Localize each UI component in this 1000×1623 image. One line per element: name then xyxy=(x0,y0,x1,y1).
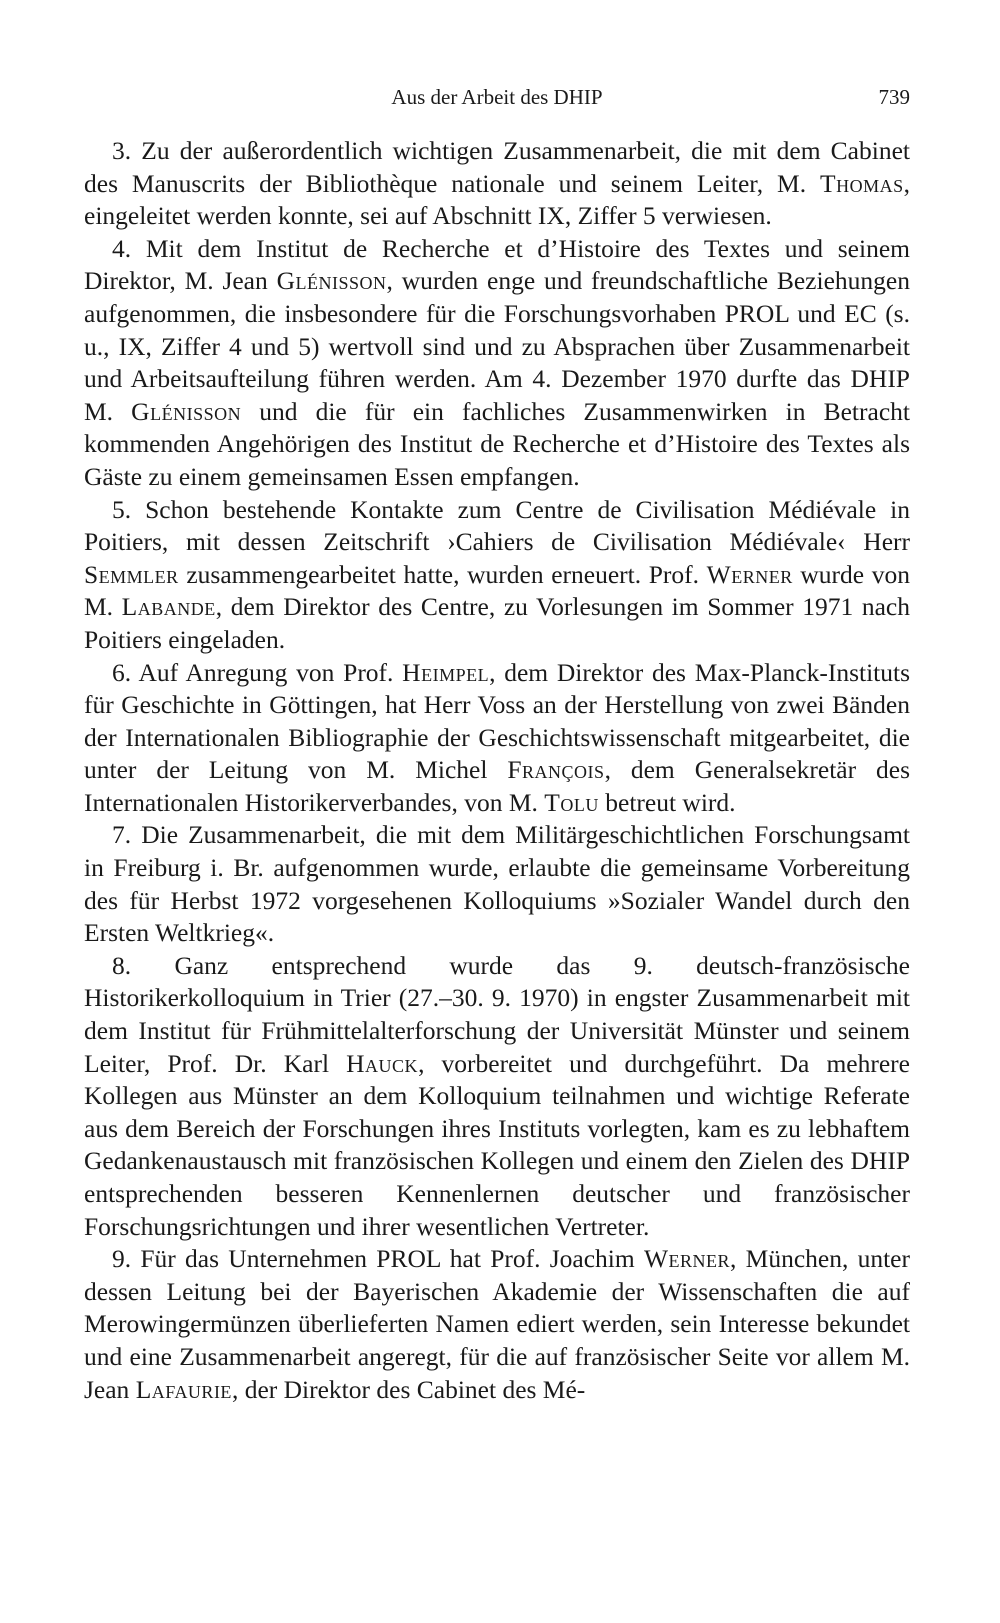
person-name: Glénisson xyxy=(276,266,387,296)
text-segment: 9. Für das Unternehmen PROL hat Prof. Joachim xyxy=(112,1244,644,1274)
person-name: Werner xyxy=(643,1244,731,1274)
person-name: Heimpel xyxy=(402,657,490,687)
text-segment: , vorbereitet und durchgeführt. Da mehrere Kollegen aus Münster an dem Kolloquium teilnahmen und wichtige Referate aus dem Bereich der Forschungen ihres Instituts vorlegten, kam es zu lebhaftem Gedankenaustausch mit französischen Kollegen und einem den Zielen des DHIP entsprechenden besseren Kennenlernen deutscher und französischer Forschungsrichtungen und ihrer wesentlichen Vertreter. xyxy=(84,1048,910,1241)
text-segment: 8. Ganz entsprechend wurde das 9. deutsch-französische Historikerkolloquium in Trier (27.–30. 9. 1970) in engster Zusammenarbeit mit dem Institut für Frühmittelalterforschung der Universität Münster und seinem Leiter, Prof. Dr. Karl xyxy=(84,950,910,1078)
person-name: Lafaurie xyxy=(135,1374,232,1404)
text-segment: , wurden enge und freundschaftliche Beziehungen aufgenommen, die insbesondere für die Forschungsvorhaben PROL und EC (s. u., IX, Ziffer 4 und 5) wertvoll sind und zu Absprachen über Zusammenarbeit und Arbeitsaufteilung führen werden. Am 4. Dezember 1970 durfte das DHIP M. xyxy=(84,266,910,426)
person-name: François xyxy=(507,755,605,785)
person-name: Tolu xyxy=(544,787,599,817)
text-segment: 5. Schon bestehende Kontakte zum Centre de Civilisation Médiévale in Poitiers, mit dessen Zeitschrift ›Cahiers de Civilisation Médiévale‹ Herr xyxy=(84,494,910,557)
running-head xyxy=(84,82,910,112)
text-segment: 3. Zu der außerordentlich wichtigen Zusammenarbeit, die mit dem Cabinet des Manuscrits der Bibliothèque nationale und seinem Leiter, M. xyxy=(84,136,910,198)
page-number: 739 xyxy=(878,85,910,109)
paragraph-5 xyxy=(84,494,910,657)
paragraph-4 xyxy=(84,233,910,494)
paragraph-8 xyxy=(84,950,910,1243)
paragraph-3 xyxy=(84,135,910,233)
text-segment: , der Direktor des Cabinet des Mé- xyxy=(231,1374,586,1404)
text-segment: 7. Die Zusammenarbeit, die mit dem Militärgeschichtlichen Forschungsamt in Freiburg i. Br. aufgenommen wurde, erlaubte die gemeinsame Vorbereitung des für Herbst 1972 vorgesehenen Kolloquiums »Sozialer Wandel durch den Ersten Weltkrieg«. xyxy=(84,820,910,948)
person-name: Thomas xyxy=(820,168,904,198)
person-name: Hauck xyxy=(346,1048,419,1078)
text-segment: , dem Generalsekretär des Internationalen Historikerverbandes, von M. xyxy=(84,755,911,817)
person-name: Labande xyxy=(121,592,216,622)
text-segment: 6. Auf Anregung von Prof. xyxy=(112,657,403,687)
text-segment: , München, unter dessen Leitung bei der Bayerischen Akademie der Wissenschaften die auf Merowingermünzen überlieferten Namen ediert werden, sein Interesse bekundet und eine Zusammenarbeit angeregt, für die auf französischer Seite vor allem M. Jean xyxy=(84,1244,910,1404)
paragraph-6 xyxy=(84,657,910,820)
text-segment: 4. Mit dem Institut de Recherche et d’Histoire des Textes und seinem Direktor, M. Jean xyxy=(84,233,910,296)
text-segment: , dem Direktor des Centre, zu Vorlesungen im Sommer 1971 nach Poitiers eingeladen. xyxy=(84,592,910,654)
paragraph-7 xyxy=(84,819,910,949)
person-name: Glénisson xyxy=(131,396,242,426)
running-title: Aus der Arbeit des DHIP xyxy=(391,85,603,109)
text-segment: betreut wird. xyxy=(598,787,736,817)
person-name: Werner xyxy=(706,559,793,589)
paragraph-9 xyxy=(84,1243,910,1406)
text-segment: zusammengearbeitet hatte, wurden erneuert. Prof. xyxy=(178,559,707,589)
text-segment: wurde von M. xyxy=(84,559,910,622)
text-segment: , dem Direktor des Max-Planck-Instituts für Geschichte in Göttingen, hat Herr Voss an der Herstellung von zwei Bänden der Internationalen Bibliographie der Geschichtswissenschaft mitgearbeitet, die unter der Leitung von M. Michel xyxy=(84,657,910,785)
text-segment: und die für ein fachliches Zusammenwirken in Betracht kommenden Angehörigen des Institut de Recherche et d’Histoire des Textes als Gäste zu einem gemeinsamen Essen empfangen. xyxy=(84,396,910,491)
person-name: Semmler xyxy=(84,559,179,589)
text-segment: , eingeleitet werden konnte, sei auf Abschnitt IX, Ziffer 5 verwiesen. xyxy=(84,168,910,231)
body-text xyxy=(84,135,910,1406)
